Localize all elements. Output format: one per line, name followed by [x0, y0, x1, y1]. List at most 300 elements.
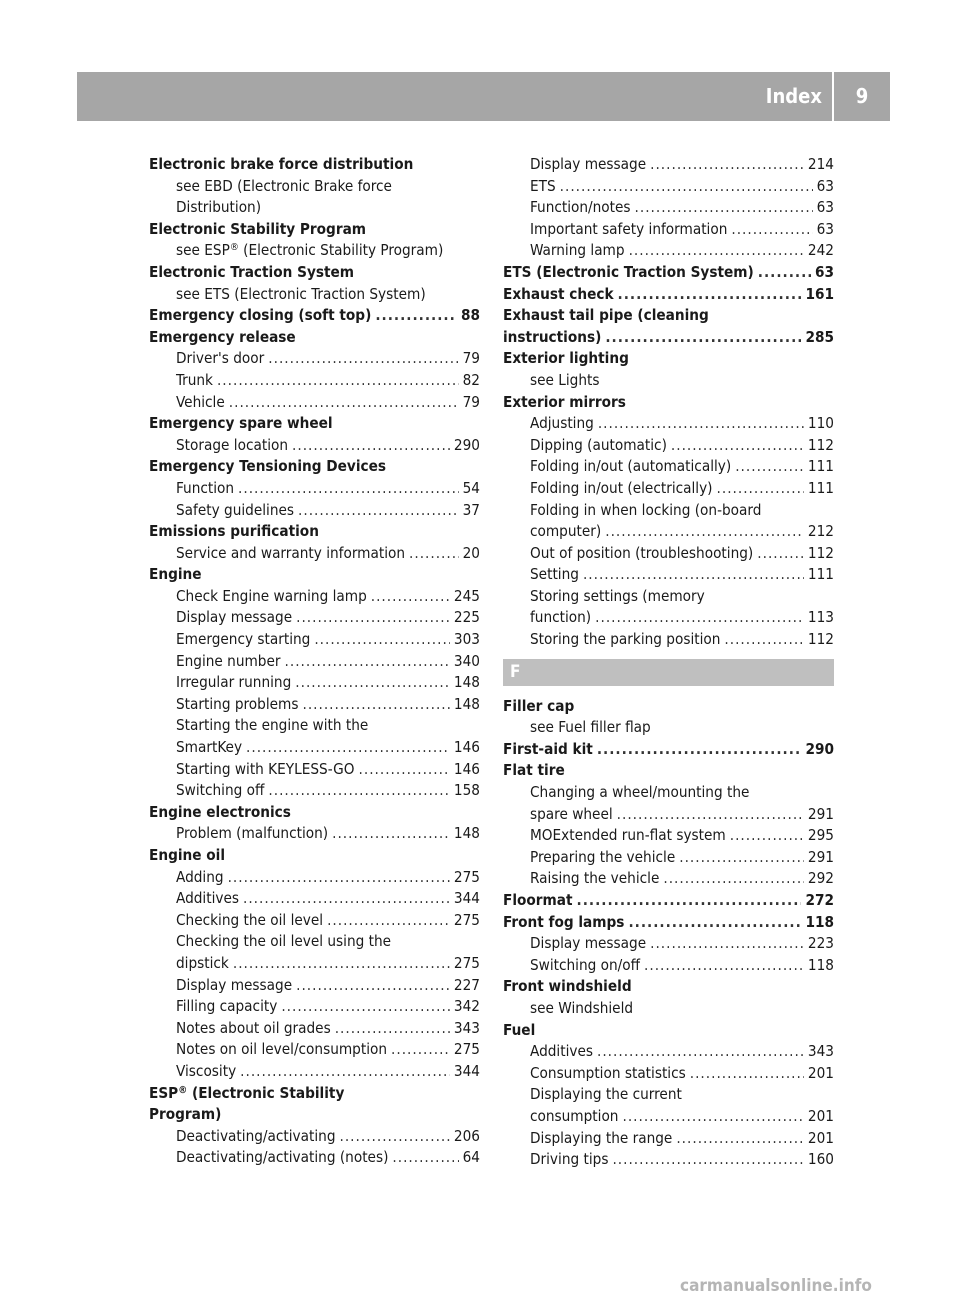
page-ref: 343 [453, 1018, 480, 1037]
index-subentry [149, 672, 480, 694]
entry-text: Exhaust tail pipe (cleaning [503, 306, 709, 325]
entry-text: Warning lamp [530, 241, 625, 260]
index-heading [503, 392, 834, 414]
index-subentry [503, 955, 834, 977]
index-column-right [503, 154, 834, 1171]
entry-text: see EBD (Electronic Brake force [176, 176, 392, 195]
page-ref: 206 [453, 1126, 480, 1145]
entry-label [176, 672, 291, 694]
entry-label [530, 240, 625, 262]
page-number: 9 [855, 84, 869, 108]
dot-leader [314, 629, 450, 651]
registered-mark: ® [178, 1084, 188, 1096]
dot-leader [391, 1039, 450, 1061]
entry-label [530, 197, 631, 219]
page-ref: 112 [807, 435, 834, 454]
dot-leader [335, 1018, 450, 1040]
dot-leader [758, 262, 811, 284]
entry-text: Filling capacity [176, 997, 278, 1016]
index-subentry [149, 500, 480, 522]
entry-label [176, 996, 277, 1018]
entry-label [176, 823, 328, 845]
index-heading [149, 154, 480, 176]
entry-text: Exterior mirrors [503, 392, 626, 411]
section-header-bar [503, 659, 834, 686]
index-subentry [149, 1018, 480, 1040]
index-subentry [149, 197, 480, 219]
index-subentry [503, 825, 834, 847]
dot-leader [690, 1063, 804, 1085]
index-subentry [503, 1041, 834, 1063]
dot-leader [583, 564, 804, 586]
entry-text: Emergency release [149, 327, 296, 346]
dot-leader [246, 737, 450, 759]
page-ref: 161 [805, 284, 834, 303]
entry-label [503, 912, 624, 934]
page-ref: 212 [807, 522, 834, 541]
entry-text: Checking the oil level using the [176, 932, 392, 951]
dot-leader [635, 197, 813, 219]
page-ref: 148 [453, 673, 480, 692]
index-subentry [503, 868, 834, 890]
index-heading [503, 739, 834, 761]
entry-label [176, 586, 367, 608]
index-subentry [149, 284, 480, 306]
entry-text: ETS [530, 176, 556, 195]
page-ref: 272 [805, 891, 834, 909]
index-subentry [149, 370, 480, 392]
entry-text: Display message [530, 155, 647, 173]
page-ref: 63 [816, 176, 834, 195]
section-title: Index [765, 84, 822, 108]
entry-text: Folding in/out (automatically) [530, 457, 732, 476]
entry-label [176, 1126, 336, 1148]
dot-leader [605, 327, 801, 349]
entry-label [176, 435, 288, 457]
entry-text: Additives [176, 889, 239, 908]
page-ref: 285 [805, 327, 834, 346]
entry-label [530, 868, 659, 890]
index-subentry [503, 586, 834, 608]
page-ref: 113 [807, 608, 834, 627]
dot-leader [679, 847, 804, 869]
page-ref: 146 [453, 759, 480, 778]
entry-text: Switching on/off [530, 955, 641, 974]
index-subentry [503, 1084, 834, 1106]
entry-label [176, 867, 224, 889]
dot-leader [595, 607, 804, 629]
page-ref: 110 [807, 414, 834, 433]
page-ref: 64 [462, 1148, 480, 1167]
entry-text: Function/notes [530, 198, 631, 217]
page-ref: 148 [453, 694, 480, 713]
entry-text: SmartKey [176, 738, 243, 757]
index-subentry [149, 1061, 480, 1083]
index-subentry [149, 975, 480, 997]
entry-label [176, 737, 242, 759]
index-subentry [149, 586, 480, 608]
index-heading [149, 305, 480, 327]
entry-label [176, 888, 239, 910]
index-heading [149, 521, 480, 543]
page-ref: 79 [462, 349, 480, 368]
index-subentry [503, 543, 834, 565]
index-subentry [503, 478, 834, 500]
entry-label [530, 629, 720, 651]
entry-text: Changing a wheel/mounting the [530, 783, 750, 802]
dot-leader [285, 651, 450, 673]
entry-label [176, 780, 264, 802]
index-heading [149, 1104, 480, 1126]
entry-text: Floormat [503, 891, 573, 909]
page-ref: 148 [453, 824, 480, 843]
entry-text: computer) [530, 522, 602, 541]
entry-label [530, 1149, 608, 1171]
index-subentry [503, 1149, 834, 1171]
entry-text: Emergency starting [176, 630, 311, 649]
dot-leader [295, 672, 450, 694]
dot-leader [717, 478, 804, 500]
entry-text: Consumption statistics [530, 1063, 686, 1082]
entry-label [530, 521, 601, 543]
dot-leader [240, 1061, 450, 1083]
index-subentry [503, 240, 834, 262]
index-subentry [149, 176, 480, 198]
index-heading [149, 456, 480, 478]
registered-mark: ® [229, 242, 239, 254]
page-ref: 342 [453, 997, 480, 1016]
entry-text: Starting the engine with the [176, 716, 369, 735]
index-subentry [149, 1126, 480, 1148]
entry-label [176, 1147, 388, 1169]
dot-leader [228, 867, 450, 889]
entry-text: Exhaust check [503, 284, 614, 303]
page-ref: 146 [453, 738, 480, 757]
index-subentry [149, 1147, 480, 1169]
page-ref: 20 [462, 543, 480, 562]
entry-label [530, 1041, 593, 1063]
dot-leader [233, 953, 450, 975]
page-ref: 295 [807, 826, 834, 845]
index-subentry [503, 607, 834, 629]
index-heading [503, 760, 834, 782]
index-subentry [503, 176, 834, 198]
entry-label [530, 933, 646, 955]
entry-label [530, 1063, 686, 1085]
dot-leader [332, 823, 450, 845]
index-subentry [149, 348, 480, 370]
entry-text: Out of position (troubleshooting) [530, 543, 754, 562]
entry-text: Driving tips [530, 1150, 609, 1169]
entry-text: Display message [176, 975, 293, 994]
index-subentry [149, 910, 480, 932]
page-ref: 63 [816, 198, 834, 217]
dot-leader [340, 1126, 450, 1148]
entry-label [530, 564, 579, 586]
dot-leader [281, 996, 450, 1018]
entry-label [176, 1018, 331, 1040]
entry-label [530, 543, 753, 565]
entry-text: function) [530, 608, 592, 627]
entry-label [176, 543, 405, 565]
dot-leader [671, 435, 804, 457]
index-subentry [149, 543, 480, 565]
entry-text: Emergency Tensioning Devices [149, 457, 387, 476]
page-ref: 290 [453, 435, 480, 454]
page-ref: 88 [460, 306, 480, 325]
index-subentry [149, 392, 480, 414]
page-ref: 275 [453, 910, 480, 929]
entry-label [530, 1128, 672, 1150]
index-heading [503, 284, 834, 306]
dot-leader [229, 392, 459, 414]
entry-text: Driver's door [176, 349, 265, 368]
dot-leader [735, 456, 804, 478]
entry-label [530, 413, 594, 435]
entry-text: Switching off [176, 781, 265, 800]
entry-text: Storing settings (memory [530, 586, 705, 605]
index-column-left [149, 154, 480, 1169]
entry-label [176, 629, 310, 651]
page-ref: 214 [807, 155, 834, 173]
entry-text: Preparing the vehicle [530, 847, 676, 866]
entry-text: spare wheel [530, 804, 613, 823]
entry-text: Checking the oil level [176, 910, 324, 929]
entry-text: Storage location [176, 435, 289, 454]
index-heading [503, 1020, 834, 1042]
index-subentry [503, 933, 834, 955]
entry-text: Electronic Stability Program [149, 219, 367, 238]
index-subentry [149, 823, 480, 845]
dot-leader [359, 759, 450, 781]
entry-text: Setting [530, 565, 579, 584]
page-ref: 291 [807, 804, 834, 823]
entry-label [176, 975, 292, 997]
entry-label [530, 607, 591, 629]
entry-text: ETS (Electronic Traction System) [503, 262, 754, 281]
page-ref: 291 [807, 847, 834, 866]
page-ref: 160 [807, 1150, 834, 1169]
entry-label [176, 478, 234, 500]
index-heading [149, 1083, 480, 1105]
page-ref: 275 [453, 953, 480, 972]
entry-text: Engine electronics [149, 802, 291, 821]
entry-text: Folding in when locking (on-board [530, 500, 762, 519]
page-ref: 54 [462, 478, 480, 497]
dot-leader [612, 1149, 803, 1171]
index-subentry [503, 782, 834, 804]
index-subentry [503, 1063, 834, 1085]
entry-text: Service and warranty information [176, 543, 406, 562]
entry-text: Engine number [176, 651, 281, 670]
index-heading [503, 348, 834, 370]
entry-text: Irregular running [176, 673, 292, 692]
dot-leader [409, 543, 459, 565]
index-subentry [503, 847, 834, 869]
page-ref: 82 [462, 370, 480, 389]
entry-text-cont: (Electronic Stability Program) [238, 241, 444, 260]
entry-text: Vehicle [176, 392, 225, 411]
index-heading [149, 845, 480, 867]
dot-leader [302, 694, 449, 716]
entry-text: Check Engine warning lamp [176, 586, 367, 605]
dot-leader [268, 348, 458, 370]
index-subentry [503, 413, 834, 435]
entry-text: Deactivating/activating (notes) [176, 1148, 389, 1167]
page-ref: 158 [453, 781, 480, 800]
entry-text: Exterior lighting [503, 349, 629, 368]
page-ref: 201 [807, 1063, 834, 1082]
page-ref: 63 [816, 219, 834, 238]
dot-leader [392, 1147, 458, 1169]
entry-label [176, 392, 225, 414]
entry-label [176, 607, 292, 629]
page-ref: 118 [805, 912, 834, 931]
dot-leader [663, 868, 804, 890]
dot-leader [644, 955, 804, 977]
entry-label [176, 370, 213, 392]
entry-label [176, 1061, 236, 1083]
entry-label [530, 1106, 618, 1128]
entry-label [503, 327, 601, 349]
entry-text: Safety guidelines [176, 500, 295, 519]
index-heading [149, 802, 480, 824]
entry-label [176, 348, 264, 370]
index-heading [149, 564, 480, 586]
index-heading [149, 327, 480, 349]
index-subentry [149, 931, 480, 953]
index-heading [503, 696, 834, 718]
dot-leader [605, 521, 804, 543]
page-ref: 223 [807, 934, 834, 953]
entry-text: Fuel [503, 1020, 536, 1039]
entry-text: Filler cap [503, 696, 575, 715]
entry-text: see ESP [176, 241, 230, 260]
index-heading [503, 305, 834, 327]
index-subentry [149, 607, 480, 629]
entry-text: Function [176, 478, 235, 497]
entry-text: Electronic Traction System [149, 262, 355, 281]
dot-leader [243, 888, 450, 910]
index-subentry [149, 240, 480, 262]
entry-label [149, 305, 371, 327]
dot-leader [577, 890, 802, 912]
index-subentry [149, 737, 480, 759]
dot-leader [598, 413, 804, 435]
entry-text: Notes about oil grades [176, 1018, 331, 1037]
page-ref: 201 [807, 1128, 834, 1147]
index-subentry [503, 804, 834, 826]
entry-text: consumption [530, 1106, 619, 1125]
index-heading [503, 976, 834, 998]
page-ref: 225 [453, 608, 480, 627]
dot-leader [731, 219, 812, 241]
entry-text: Displaying the current [530, 1085, 682, 1104]
page-ref: 118 [807, 955, 834, 974]
entry-text: Engine [149, 565, 202, 584]
dot-leader [298, 500, 459, 522]
entry-text: Dipping (automatic) [530, 435, 667, 454]
page-ref: 275 [453, 867, 480, 886]
watermark: carmanualsonline.info [680, 1276, 872, 1296]
index-subentry [149, 888, 480, 910]
index-subentry [149, 996, 480, 1018]
entry-text: Front fog lamps [503, 912, 625, 931]
entry-text: Display message [176, 608, 293, 627]
index-subentry [503, 521, 834, 543]
dot-leader [629, 240, 804, 262]
index-subentry [503, 1128, 834, 1150]
entry-text: Important safety information [530, 219, 728, 238]
dot-leader [650, 154, 804, 176]
index-subentry [503, 456, 834, 478]
entry-label [176, 759, 355, 781]
index-subentry [149, 953, 480, 975]
index-subentry [149, 629, 480, 651]
page-ref: 344 [453, 889, 480, 908]
dot-leader [238, 478, 459, 500]
index-subentry [503, 154, 834, 176]
page-ref: 112 [807, 543, 834, 562]
entry-text: see Fuel filler flap [530, 718, 651, 737]
page-ref: 290 [805, 739, 834, 758]
entry-label [176, 1039, 387, 1061]
index-subentry [503, 564, 834, 586]
entry-text: Deactivating/activating [176, 1126, 336, 1145]
index-heading [503, 327, 834, 349]
dot-leader [617, 804, 804, 826]
entry-text: Viscosity [176, 1061, 237, 1080]
index-heading [149, 219, 480, 241]
index-subentry [503, 998, 834, 1020]
entry-text: ESP [149, 1083, 179, 1102]
dot-leader [724, 629, 804, 651]
dot-leader [650, 933, 804, 955]
index-subentry [503, 500, 834, 522]
dot-leader [296, 607, 450, 629]
index-subentry [149, 759, 480, 781]
entry-label [530, 825, 726, 847]
page-ref: 111 [807, 565, 834, 584]
entry-text: First-aid kit [503, 739, 593, 758]
dot-leader [375, 305, 457, 327]
dot-leader [618, 284, 802, 306]
entry-label [530, 435, 667, 457]
entry-label [503, 284, 614, 306]
entry-text: Front windshield [503, 977, 632, 996]
entry-text: Adjusting [530, 414, 594, 433]
index-subentry [149, 694, 480, 716]
page-ref: 79 [462, 392, 480, 411]
dot-leader [757, 543, 804, 565]
entry-label [503, 262, 754, 284]
page-ref: 292 [807, 869, 834, 888]
entry-label [176, 953, 229, 975]
index-heading [503, 912, 834, 934]
index-subentry [503, 435, 834, 457]
entry-label [503, 739, 593, 761]
page-ref: 111 [807, 457, 834, 476]
entry-text: Problem (malfunction) [176, 824, 329, 843]
dot-leader [597, 1041, 804, 1063]
index-subentry [503, 629, 834, 651]
page-ref: 245 [453, 586, 480, 605]
page-ref: 343 [807, 1042, 834, 1061]
dot-leader [217, 370, 459, 392]
entry-text: Distribution) [176, 198, 262, 217]
dot-leader [676, 1128, 804, 1150]
page-ref: 201 [807, 1106, 834, 1125]
